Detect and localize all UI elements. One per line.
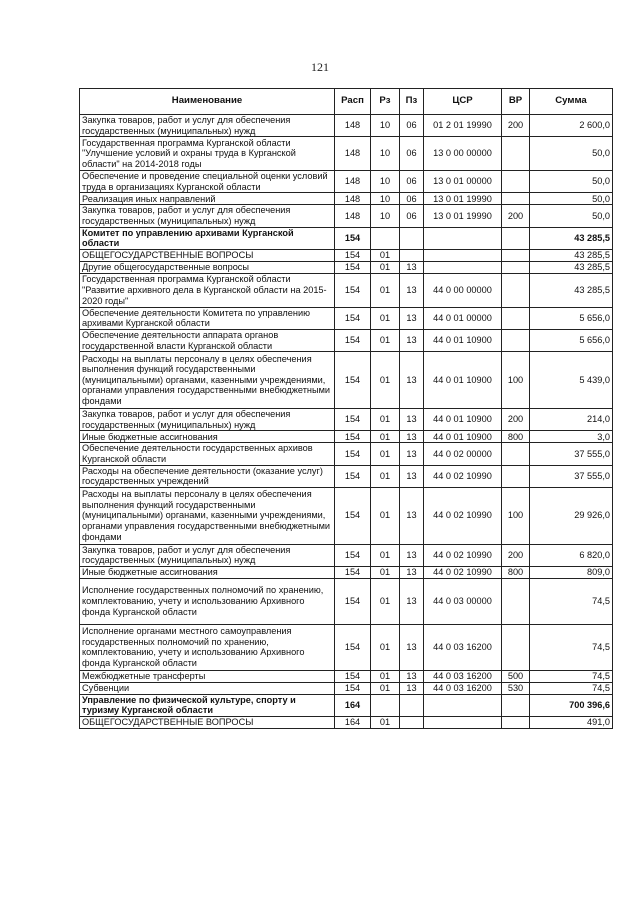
cell-vr (502, 717, 530, 729)
cell-vr: 500 (502, 670, 530, 682)
cell-rz: 01 (371, 409, 400, 431)
cell-csr: 44 0 02 10990 (424, 566, 502, 578)
header-sum: Сумма (530, 89, 613, 115)
cell-rasp: 154 (335, 578, 371, 624)
table-row (80, 670, 613, 682)
cell-rasp: 154 (335, 682, 371, 694)
cell-sum: 3,0 (530, 431, 613, 443)
cell-vr (502, 261, 530, 273)
cell-rz: 01 (371, 544, 400, 566)
cell-rz: 10 (371, 115, 400, 137)
cell-csr: 44 0 01 00000 (424, 307, 502, 329)
table-row (80, 352, 613, 409)
cell-pz: 13 (400, 670, 424, 682)
cell-name: Закупка товаров, работ и услуг для обеспечения государственных (муниципальных) нужд (80, 544, 335, 566)
cell-vr: 530 (502, 682, 530, 694)
table-row (80, 171, 613, 193)
header-rasp: Расп (335, 89, 371, 115)
table-row (80, 205, 613, 227)
cell-rz: 01 (371, 566, 400, 578)
cell-rasp: 154 (335, 261, 371, 273)
table-row (80, 624, 613, 670)
cell-rz (371, 227, 400, 249)
header-vr: ВР (502, 89, 530, 115)
cell-rz: 01 (371, 682, 400, 694)
cell-name: Иные бюджетные ассигнования (80, 431, 335, 443)
cell-vr: 800 (502, 566, 530, 578)
cell-rasp: 148 (335, 193, 371, 205)
cell-csr: 44 0 02 00000 (424, 443, 502, 465)
table-row (80, 137, 613, 171)
cell-sum: 43 285,5 (530, 261, 613, 273)
cell-pz: 13 (400, 624, 424, 670)
cell-name: Государственная программа Курганской области "Развитие архивного дела в Курганской области на 2015-2020 годы" (80, 273, 335, 307)
cell-pz: 13 (400, 261, 424, 273)
cell-vr (502, 443, 530, 465)
table-row (80, 443, 613, 465)
cell-rz: 01 (371, 465, 400, 487)
cell-rz: 01 (371, 307, 400, 329)
cell-csr: 13 0 01 19990 (424, 205, 502, 227)
cell-rz: 01 (371, 487, 400, 544)
cell-sum: 5 656,0 (530, 307, 613, 329)
cell-vr: 200 (502, 544, 530, 566)
table-row (80, 566, 613, 578)
cell-name: Расходы на обеспечение деятельности (оказание услуг) государственных учреждений (80, 465, 335, 487)
cell-name: Исполнение органами местного самоуправления государственных полномочий по хранению, комплектованию, учету и использованию Архивного фонда Курганской области (80, 624, 335, 670)
cell-vr (502, 137, 530, 171)
cell-rz: 01 (371, 329, 400, 351)
cell-sum: 809,0 (530, 566, 613, 578)
cell-csr (424, 717, 502, 729)
cell-sum: 2 600,0 (530, 115, 613, 137)
cell-pz: 13 (400, 329, 424, 351)
cell-sum: 6 820,0 (530, 544, 613, 566)
cell-vr (502, 307, 530, 329)
cell-name: ОБЩЕГОСУДАРСТВЕННЫЕ ВОПРОСЫ (80, 249, 335, 261)
cell-pz (400, 694, 424, 716)
cell-rz: 01 (371, 670, 400, 682)
cell-name: ОБЩЕГОСУДАРСТВЕННЫЕ ВОПРОСЫ (80, 717, 335, 729)
cell-rz: 01 (371, 249, 400, 261)
table-row (80, 682, 613, 694)
cell-rasp: 148 (335, 115, 371, 137)
header-csr: ЦСР (424, 89, 502, 115)
table-header-row (80, 89, 613, 115)
cell-sum: 37 555,0 (530, 443, 613, 465)
cell-sum: 214,0 (530, 409, 613, 431)
cell-rz: 10 (371, 193, 400, 205)
cell-sum: 491,0 (530, 717, 613, 729)
cell-name: Субвенции (80, 682, 335, 694)
cell-pz: 13 (400, 307, 424, 329)
cell-name: Обеспечение и проведение специальной оценки условий труда в организациях Курганской области (80, 171, 335, 193)
cell-rasp: 154 (335, 431, 371, 443)
cell-rasp: 148 (335, 205, 371, 227)
table-row (80, 227, 613, 249)
cell-name: Исполнение государственных полномочий по хранению, комплектованию, учету и использованию Архивного фонда Курганской области (80, 578, 335, 624)
cell-rz: 01 (371, 624, 400, 670)
table-row (80, 717, 613, 729)
cell-vr (502, 171, 530, 193)
cell-sum: 43 285,5 (530, 273, 613, 307)
cell-rasp: 154 (335, 307, 371, 329)
cell-rasp: 154 (335, 227, 371, 249)
cell-name: Закупка товаров, работ и услуг для обеспечения государственных (муниципальных) нужд (80, 409, 335, 431)
cell-vr: 100 (502, 352, 530, 409)
cell-vr: 200 (502, 205, 530, 227)
cell-sum: 50,0 (530, 137, 613, 171)
cell-rasp: 154 (335, 249, 371, 261)
cell-rz: 01 (371, 717, 400, 729)
cell-rz (371, 694, 400, 716)
header-rz: Рз (371, 89, 400, 115)
cell-rasp: 154 (335, 273, 371, 307)
cell-sum: 50,0 (530, 205, 613, 227)
cell-name: Обеспечение деятельности государственных архивов Курганской области (80, 443, 335, 465)
cell-sum: 74,5 (530, 670, 613, 682)
cell-vr (502, 273, 530, 307)
cell-rz: 01 (371, 443, 400, 465)
cell-pz: 13 (400, 443, 424, 465)
cell-pz: 06 (400, 137, 424, 171)
cell-rasp: 154 (335, 465, 371, 487)
table-row (80, 487, 613, 544)
cell-sum: 50,0 (530, 193, 613, 205)
cell-name: Комитет по управлению архивами Курганской области (80, 227, 335, 249)
cell-vr: 200 (502, 115, 530, 137)
cell-sum: 37 555,0 (530, 465, 613, 487)
cell-csr: 44 0 02 10990 (424, 487, 502, 544)
cell-pz: 13 (400, 682, 424, 694)
cell-name: Закупка товаров, работ и услуг для обеспечения государственных (муниципальных) нужд (80, 115, 335, 137)
cell-csr (424, 227, 502, 249)
cell-csr: 44 0 01 10900 (424, 352, 502, 409)
cell-sum: 74,5 (530, 682, 613, 694)
cell-rz: 10 (371, 171, 400, 193)
cell-pz: 13 (400, 273, 424, 307)
table-row (80, 578, 613, 624)
cell-sum: 74,5 (530, 624, 613, 670)
table-row (80, 193, 613, 205)
cell-pz (400, 717, 424, 729)
cell-name: Реализация иных направлений (80, 193, 335, 205)
header-pz: Пз (400, 89, 424, 115)
cell-rasp: 154 (335, 487, 371, 544)
cell-vr (502, 193, 530, 205)
table-row (80, 544, 613, 566)
table-body (80, 115, 613, 729)
cell-pz: 13 (400, 566, 424, 578)
cell-name: Обеспечение деятельности Комитета по управлению архивами Курганской области (80, 307, 335, 329)
cell-name: Иные бюджетные ассигнования (80, 566, 335, 578)
table-row (80, 431, 613, 443)
cell-csr: 44 0 03 16200 (424, 670, 502, 682)
cell-rasp: 148 (335, 171, 371, 193)
cell-rasp: 148 (335, 137, 371, 171)
cell-sum: 43 285,5 (530, 227, 613, 249)
cell-vr (502, 694, 530, 716)
table-row (80, 329, 613, 351)
cell-csr: 44 0 00 00000 (424, 273, 502, 307)
cell-rasp: 164 (335, 694, 371, 716)
cell-csr: 44 0 01 10900 (424, 431, 502, 443)
cell-rz: 01 (371, 261, 400, 273)
cell-name: Расходы на выплаты персоналу в целях обеспечения выполнения функций государственными (муниципальными) органами, казенными учреждениями, органами управления государственными внебюджетными фондами (80, 352, 335, 409)
cell-vr (502, 465, 530, 487)
page-number: 121 (311, 60, 329, 74)
cell-pz: 06 (400, 171, 424, 193)
cell-rasp: 164 (335, 717, 371, 729)
cell-vr (502, 578, 530, 624)
cell-vr (502, 329, 530, 351)
cell-pz: 13 (400, 465, 424, 487)
cell-rasp: 154 (335, 352, 371, 409)
cell-csr: 44 0 03 16200 (424, 682, 502, 694)
cell-sum: 5 439,0 (530, 352, 613, 409)
cell-name: Государственная программа Курганской области "Улучшение условий и охраны труда в Курганской области" на 2014-2018 годы (80, 137, 335, 171)
cell-rasp: 154 (335, 544, 371, 566)
cell-rasp: 154 (335, 443, 371, 465)
cell-name: Межбюджетные трансферты (80, 670, 335, 682)
cell-csr (424, 261, 502, 273)
cell-pz: 06 (400, 193, 424, 205)
cell-vr (502, 227, 530, 249)
cell-pz: 13 (400, 352, 424, 409)
cell-csr: 44 0 02 10990 (424, 465, 502, 487)
cell-pz (400, 249, 424, 261)
cell-csr: 13 0 00 00000 (424, 137, 502, 171)
cell-rz: 01 (371, 578, 400, 624)
cell-sum: 5 656,0 (530, 329, 613, 351)
cell-sum: 29 926,0 (530, 487, 613, 544)
table-row (80, 307, 613, 329)
cell-csr: 01 2 01 19990 (424, 115, 502, 137)
table-row (80, 249, 613, 261)
cell-name: Расходы на выплаты персоналу в целях обеспечения выполнения функций государственными (муниципальными) органами, казенными учреждениями, органами управления государственными внебюджетными фондами (80, 487, 335, 544)
cell-name: Обеспечение деятельности аппарата органов государственной власти Курганской области (80, 329, 335, 351)
cell-vr (502, 624, 530, 670)
table-row (80, 261, 613, 273)
cell-csr (424, 694, 502, 716)
header-name: Наименование (80, 89, 335, 115)
cell-name: Закупка товаров, работ и услуг для обеспечения государственных (муниципальных) нужд (80, 205, 335, 227)
cell-rasp: 154 (335, 624, 371, 670)
cell-pz: 06 (400, 115, 424, 137)
cell-rz: 01 (371, 273, 400, 307)
cell-csr: 44 0 01 10900 (424, 409, 502, 431)
table-row (80, 694, 613, 716)
cell-rz: 10 (371, 205, 400, 227)
budget-table (79, 88, 613, 729)
cell-rasp: 154 (335, 670, 371, 682)
cell-pz (400, 227, 424, 249)
cell-sum: 43 285,5 (530, 249, 613, 261)
cell-rasp: 154 (335, 566, 371, 578)
cell-vr (502, 249, 530, 261)
cell-sum: 700 396,6 (530, 694, 613, 716)
cell-sum: 50,0 (530, 171, 613, 193)
cell-pz: 13 (400, 409, 424, 431)
table-row (80, 115, 613, 137)
cell-rz: 10 (371, 137, 400, 171)
cell-vr: 200 (502, 409, 530, 431)
cell-csr: 44 0 03 00000 (424, 578, 502, 624)
cell-pz: 13 (400, 487, 424, 544)
cell-csr: 44 0 02 10990 (424, 544, 502, 566)
cell-csr: 13 0 01 00000 (424, 171, 502, 193)
cell-rasp: 154 (335, 329, 371, 351)
cell-rz: 01 (371, 352, 400, 409)
cell-rasp: 154 (335, 409, 371, 431)
cell-csr: 44 0 01 10900 (424, 329, 502, 351)
table-row (80, 273, 613, 307)
cell-pz: 13 (400, 544, 424, 566)
cell-csr (424, 249, 502, 261)
cell-csr: 44 0 03 16200 (424, 624, 502, 670)
cell-name: Управление по физической культуре, спорту и туризму Курганской области (80, 694, 335, 716)
table-row (80, 465, 613, 487)
table-row (80, 409, 613, 431)
cell-vr: 800 (502, 431, 530, 443)
cell-pz: 13 (400, 578, 424, 624)
cell-name: Другие общегосударственные вопросы (80, 261, 335, 273)
cell-rz: 01 (371, 431, 400, 443)
cell-vr: 100 (502, 487, 530, 544)
cell-sum: 74,5 (530, 578, 613, 624)
cell-pz: 13 (400, 431, 424, 443)
cell-csr: 13 0 01 19990 (424, 193, 502, 205)
cell-pz: 06 (400, 205, 424, 227)
